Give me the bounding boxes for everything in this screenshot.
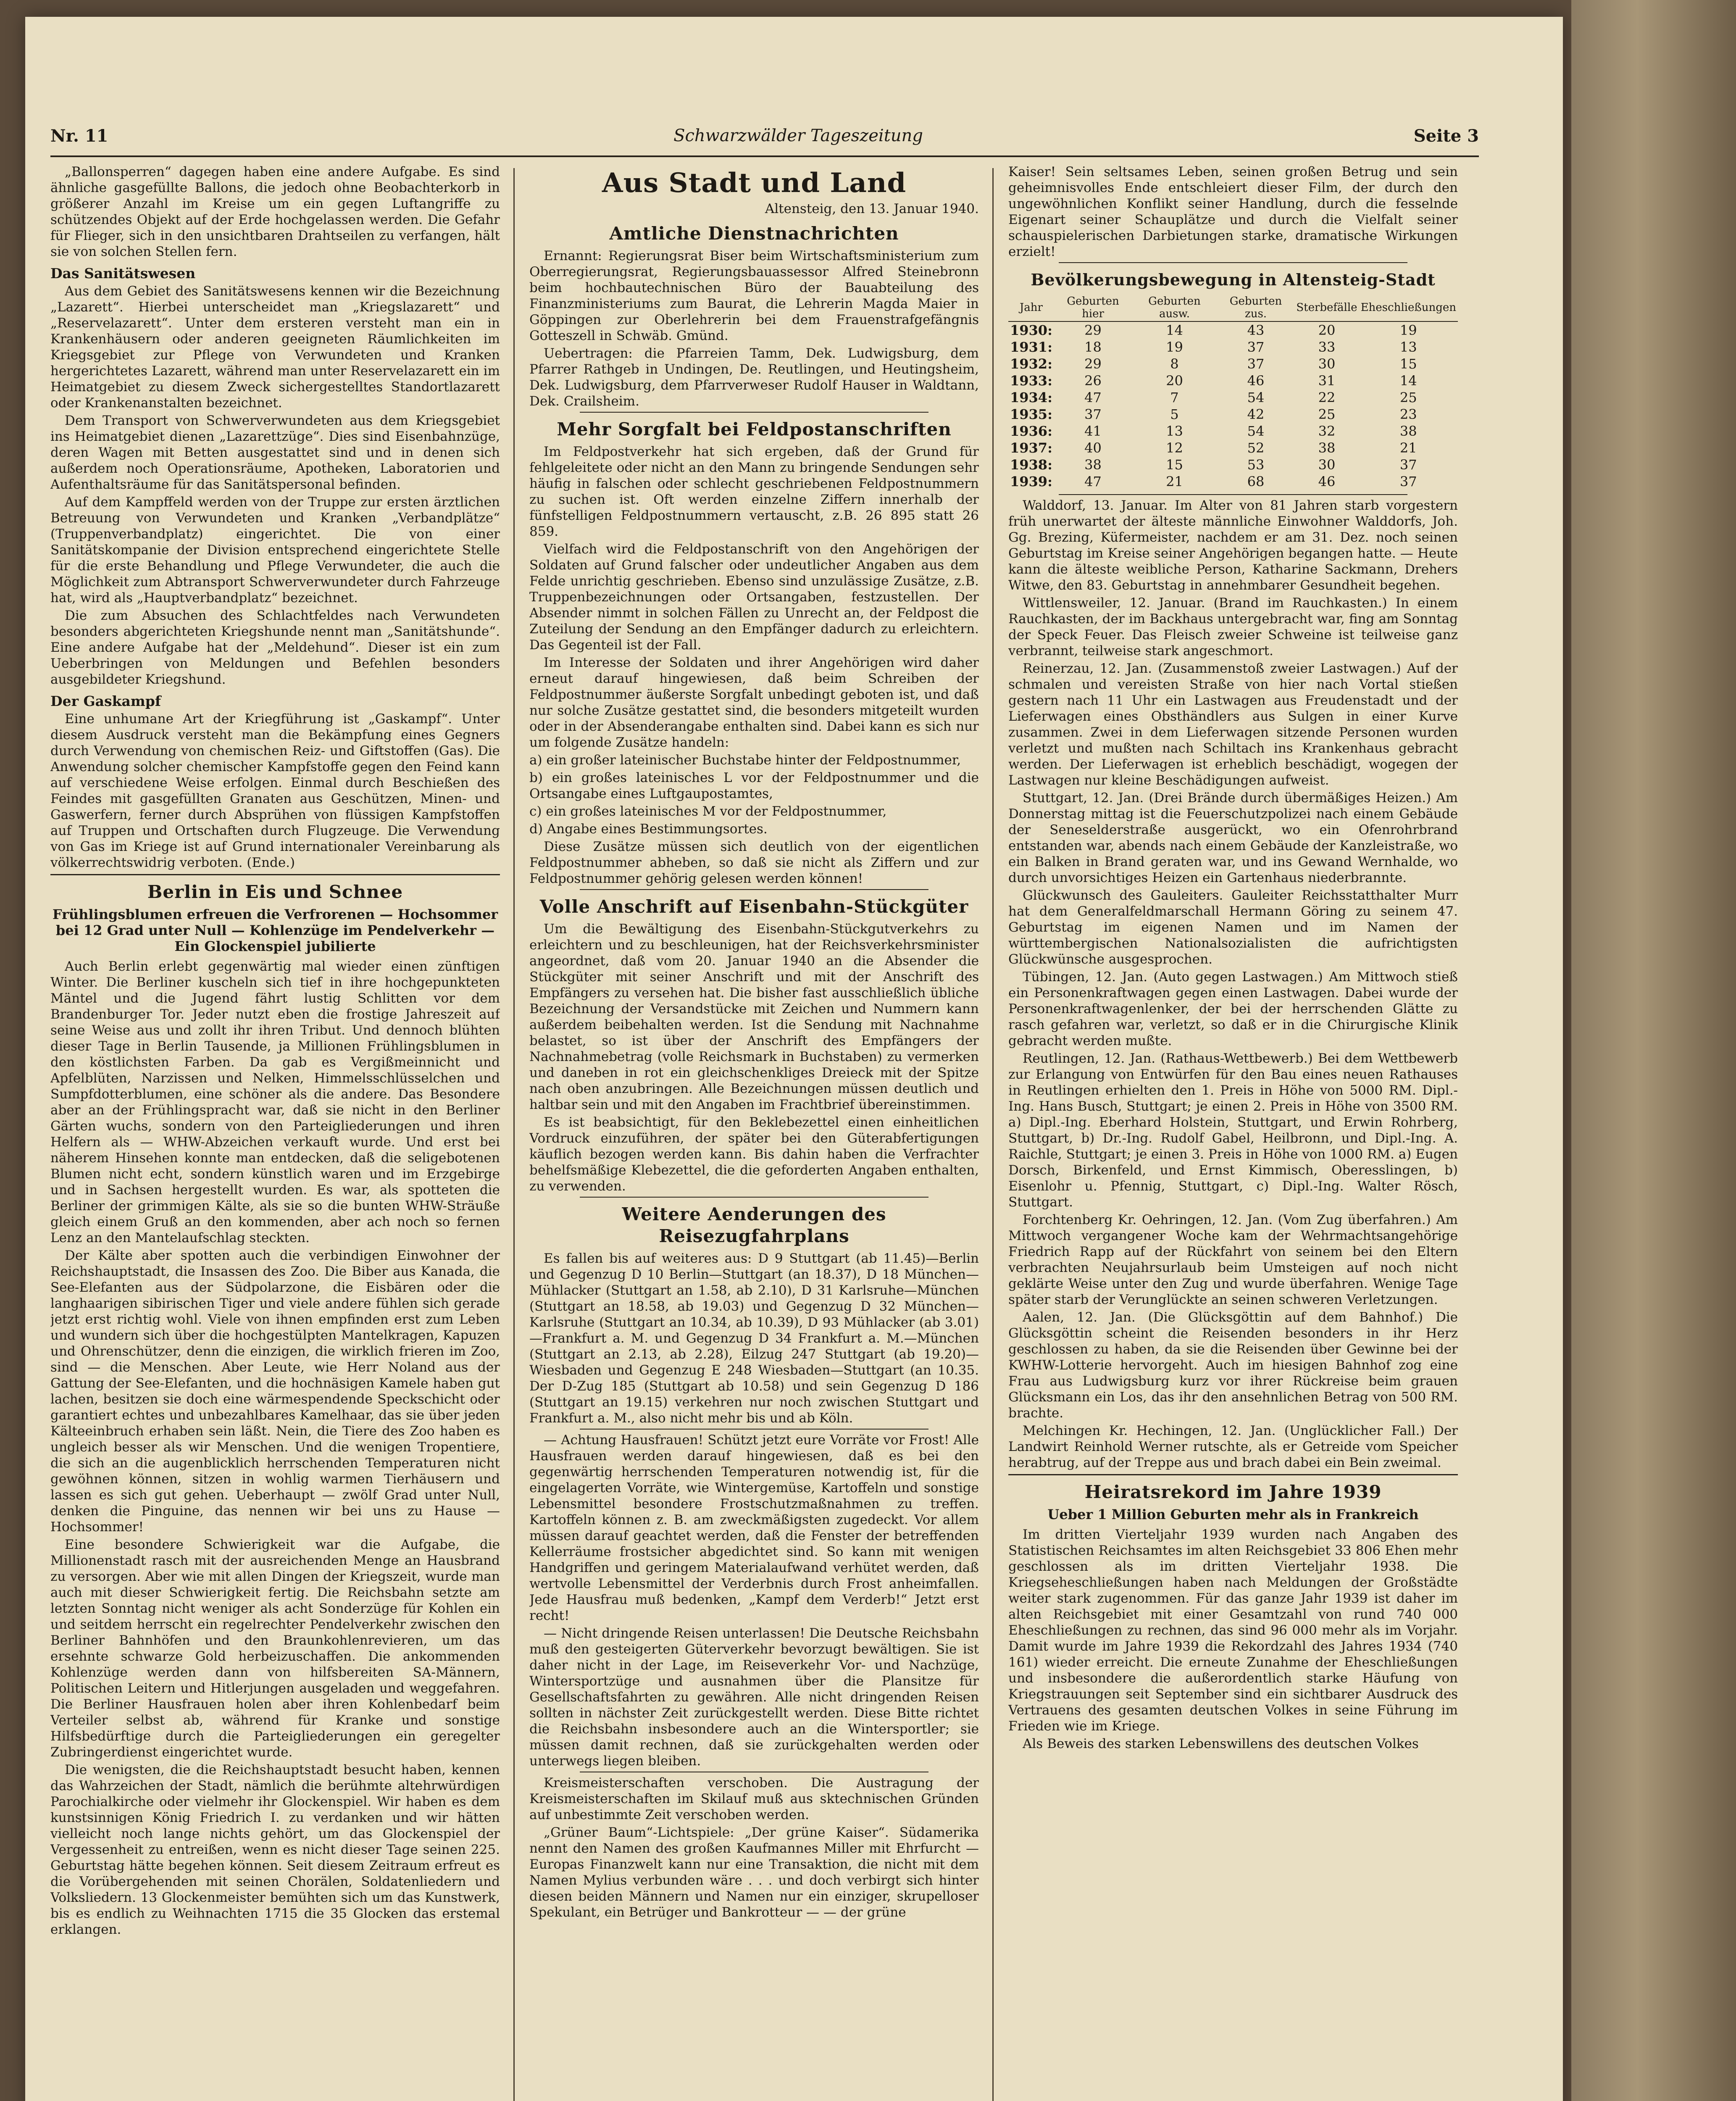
table-cell: 1935: [1010,406,1052,422]
table-row [1008,473,1458,490]
table-cell: 26 [1084,373,1102,389]
table-cell: 1934: [1010,390,1052,405]
list-item: a) ein großer lateinischer Buchstabe hinter der Feldpostnummer, [529,753,961,768]
list-item: b) ein großes lateinisches L vor der Feldpostnummer und die Ortsangabe eines Luftgaupostamtes, [529,770,979,801]
table-cell: 1930: [1010,322,1052,338]
article-paragraph: Melchingen Kr. Hechingen, 12. Jan. (Unglücklicher Fall.) Der Landwirt Reinhold Werner rutschte, als er Getreide vom Speicher herabtrug, auf der Treppe aus und brach dabei ein Bein zweimal. [1008,1423,1458,1470]
table-cell: 32 [1318,423,1336,439]
table-cell: 30 [1318,356,1336,372]
table-cell: 31 [1318,373,1336,389]
newspaper-title: Schwarzwälder Tageszeitung [673,126,923,145]
table-cell: 47 [1084,474,1102,490]
table-header: Sterbefälle [1294,294,1359,321]
dateline: Altensteig, den 13. Januar 1940. [765,201,979,216]
article-paragraph: Walddorf, 13. Januar. Im Alter von 81 Jahren starb vorgestern früh unerwartet der älteste männliche Einwohner Walddorfs, Joh. Gg. Brezing, Küfermeister, nachdem er am 31. Dez. noch seinen Geburtstag im Kreise seiner Angehörigen begangen hatte. — Heute kann die älteste weibliche Person, Katharine Sackmann, Drehers Witwe, den 83. Geburtstag in annehmbarer Gesundheit begehen. [1008,498,1458,593]
table-cell: 25 [1318,406,1336,422]
article-paragraph: Stuttgart, 12. Jan. (Drei Brände durch übermäßiges Heizen.) Am Donnerstag mittag ist die Feuerschutzpolizei nach einem Gebäude der Seneselderstraße ausgerückt, wo ein Ofenrohrbrand entstanden war, abends nach einem Gebäude der Kanzleistraße, wo ein Balken in Brand geraten war, und ins Gewand Wernhalde, wo durch unvorsichtiges Heizen ein Gartenhaus niederbrannte. [1008,790,1458,885]
page-number: Seite 3 [1413,126,1479,146]
table-cell: 22 [1318,390,1336,405]
article-paragraph: Auf dem Kampffeld werden von der Truppe zur ersten ärztlichen Betreuung von Verwundeten und Kranken „Verbandplätze“ (Truppenverbandplatz) eingerichtet. Die von einer Sanitätskompanie der Division entsprechend eingerichtete Stelle für die erste Behandlung und Pflege Verwundeter, die auch die Möglichkeit zum Abtransport Schwerverwundeter durch Fahrzeuge hat, wird als „Hauptverbandplatz“ bezeichnet. [50,495,500,606]
table-cell: 1936: [1010,423,1052,439]
table-cell: 38 [1318,440,1336,456]
table-header: Geburten zus. [1217,294,1295,321]
table-cell: 7 [1170,390,1179,405]
article-paragraph: Vielfach wird die Feldpostanschrift von den Angehörigen der Soldaten auf Grund falscher oder undeutlicher Angaben aus dem Felde unrichtig geschrieben. Ebenso sind unzulässige Zusätze, z.B. Truppenbezeichnungen oder Ortsangaben, festzustellen. Der Absender nimmt in solchen Fällen zu Unrecht an, der Feldpost die Zuteilung der Sendung an den Empfänger dadurch zu erleichtern. Das Gegenteil ist der Fall. [529,542,979,653]
article-rule [1008,1474,1458,1475]
table-cell: 5 [1170,406,1179,422]
list-item: d) Angabe eines Bestimmungsortes. [529,821,768,837]
table-cell: 37 [1399,457,1417,473]
article-paragraph: Die zum Absuchen des Schlachtfeldes nach Verwundeten besonders abgerichteten Kriegshunde nennt man „Sanitätshunde“. Eine andere Aufgabe hat der „Meldehund“. Dieser ist ein zum Ueberbringen von Meldungen und Befehlen besonders ausgebildeter Kriegshund. [50,608,500,687]
table-cell: 30 [1318,457,1336,473]
table-row [1008,423,1458,440]
section-heading: Der Gaskampf [50,693,161,709]
population-table [1008,294,1458,490]
article-paragraph: Es fallen bis auf weiteres aus: D 9 Stuttgart (ab 11.45)—Berlin und Gegenzug D 10 Berlin—Stuttgart (an 18.37), D 18 München—Mühlacker (Stuttgart an 1.58, ab 2.10), D 31 Karlsruhe—München (Stuttgart an 18.58, ab 19.03) und Gegenzug D 32 München—Karlsruhe (Stuttgart an 10.34, ab 10.39), D 93 Mühlacker (ab 3.01)—Frankfurt a. M. und Gegenzug D 34 Frankfurt a. M.—München (Stuttgart an 2.13, ab 2.28), Eilzug 247 Stuttgart (ab 19.20)—Wiesbaden und Gegenzug E 248 Wiesbaden—Stuttgart (an 10.35. Der D-Zug 185 (Stuttgart ab 10.58) und sein Gegenzug D 186 (Stuttgart an 19.15) verkehren nur noch zwischen Stuttgart und Frankfurt a. M., also nicht mehr bis und ab Köln. [529,1251,979,1426]
column-2 [529,164,979,2101]
table-cell: 14 [1166,322,1183,338]
column-divider [513,168,515,2101]
table-cell: 19 [1166,339,1183,355]
article-paragraph: „Ballonsperren“ dagegen haben eine andere Aufgabe. Es sind ähnliche gasgefüllte Ballons, die jedoch ohne Beobachterkorb in größerer Anzahl im Kreise um ein gegen Luftangriffe zu schützendes Objekt auf der Erde hochgelassen werden. Die Gefahr für Flieger, sich in den unsichtbaren Drahtseilen zu verfangen, hält sie von solchen Stellen fern. [50,164,500,259]
section-title: Aus Stadt und Land [602,167,907,199]
article-rule [1059,262,1407,263]
article-paragraph: Auch Berlin erlebt gegenwärtig mal wieder einen zünftigen Winter. Die Berliner kuscheln sich tief in ihre hochgepunkteten Mäntel und die Jugend fährt lustig Schlitten vor dem Brandenburger Tor. Jeder nutzt eben die frostige Jahreszeit auf seine Weise aus und zollt ihr ihren Tribut. Und dennoch blühten dieser Tage in Berlin Tausende, ja Millionen Frühlingsblumen in den köstlichsten Farben. Da gab es Vergißmeinnicht und Apfelblüten, Narzissen und Nelken, Himmelsschlüsselchen und Sumpfdotterblumen, eine schöner als die andere. Das Besondere aber an der Frühlingspracht war, daß sie nicht in den Berliner Gärten wuchs, sondern von den Parteigliederungen und ihren Helfern als — WHW-Abzeichen verkauft wurde. Und erst bei näherem Hinsehen konnte man entdecken, daß die seligebotenen Blumen nicht echt, sondern künstlich waren und im Erzgebirge und in Sachsen hergestellt wurden. Es war, als spotteten die Berliner der grimmigen Kälte, als sie so die bunten WHW-Sträuße gleich einem Gruß an den kommenden, aber ach noch so fernen Lenz an den Mantelaufschlag steckten. [50,959,500,1245]
table-cell: 52 [1247,440,1265,456]
table-cell: 46 [1247,373,1265,389]
table-cell: 40 [1084,440,1102,456]
article-headline: Mehr Sorgfalt bei Feldpostanschriften [557,419,952,440]
table-row [1008,389,1458,406]
article-paragraph: Die wenigsten, die die Reichshauptstadt besucht haben, kennen das Wahrzeichen der Stadt, nämlich die berühmte altehrwürdigen Parochialkirche oder vielmehr ihr Glockenspiel. Wir haben es dem kunstsinnigen König Friedrich I. zu verdanken und wir hätten vielleicht noch lange nichts gehört, um das Glockenspiel der Vergessenheit zu entreißen, wenn es nicht dieser Tage seinen 225. Geburtstag hätte begehen können. Seit diesem Zeitraum erfreut es die Vorübergehenden mit seinen Chorälen, Soldatenliedern und Volksliedern. 13 Glockenmeister bemühten sich um das Kunstwerk, bis es endlich zu Weihnachten 1715 die 35 Glocken das erstemal erklangen. [50,1762,500,1937]
table-cell: 46 [1318,474,1336,490]
article-paragraph: „Grüner Baum“-Lichtspiele: „Der grüne Kaiser“. Südamerika nennt den Namen des großen Kaufmannes Miller mit Ehrfurcht — Europas Finanzwelt kann nur eine Transaktion, die nicht mit dem Namen Mylius verbunden wäre . . . und doch verbirgt sich hinter diesen beiden Männern und Namen nur ein einziger, skrupelloser Spekulant, ein Betrüger und Bankrotteur — — der grüne [529,1825,979,1920]
article-paragraph: Im dritten Vierteljahr 1939 wurden nach Angaben des Statistischen Reichsamtes im alten Reichsgebiet 33 806 Ehen mehr geschlossen als im dritten Vierteljahr 1938. Die Kriegseheschließungen haben nach Meldungen der Großstädte weiter stark zugenommen. Für das ganze Jahr 1939 ist daher im alten Reichsgebiet mit einer Gesamtzahl von rund 740 000 Eheschließungen zu rechnen, das sind 96 000 mehr als im Vorjahr. Damit wurde im Jahre 1939 die Rekordzahl des Jahres 1934 (740 161) wieder erreicht. Die erneute Zunahme der Eheschließungen und insbesondere die außerordentlich starke Häufung von Kriegstrauungen seit September sind ein sichtbarer Ausdruck des Vertrauens des gesamten deutschen Volkes in seine Führung im Frieden wie im Kriege. [1008,1527,1458,1734]
table-header: Geburten ausw. [1132,294,1217,321]
issue-number: Nr. 11 [50,126,108,146]
table-row [1008,321,1458,339]
article-paragraph: — Achtung Hausfrauen! Schützt jetzt eure Vorräte vor Frost! Alle Hausfrauen werden darauf hingewiesen, daß es bei den gegenwärtig herrschenden Temperaturen notwendig ist, für die eingelagerten Vorräte, wie Wintergemüse, Kartoffeln und sonstige Lebensmittel besondere Frostschutzmaßnahmen zu treffen. Kartoffeln können z. B. am zweckmäßigsten zugedeckt. Vor allem müssen darauf geachtet werden, daß die Fenster der betreffenden Kellerräume frostsicher abgedichtet sind. So kann mit wenigen Handgriffen und geringem Materialaufwand verhütet werden, daß wertvolle Lebensmittel der Verderbnis durch Frost anheimfallen. Jede Hausfrau muß bedenken, „Kampf dem Verderb!“ Jetzt erst recht! [529,1432,979,1623]
article-paragraph: Reutlingen, 12. Jan. (Rathaus-Wettbewerb.) Bei dem Wettbewerb zur Erlangung von Entwürfen für den Bau eines neuen Rathauses in Reutlingen erhielten den 1. Preis in Höhe von 5000 RM. Dipl.-Ing. Hans Busch, Stuttgart; je einen 2. Preis in Höhe von 3500 RM. a) Dipl.-Ing. Eberhard Holstein, Stuttgart, und Erwin Rohrberg, Stuttgart, b) Dr.-Ing. Rudolf Gabel, Heilbronn, und Dipl.-Ing. A. Raichle, Stuttgart; je einen 3. Preis in Höhe von 1000 RM. a) Eugen Dorsch, Birkenfeld, und Ernst Kimmisch, Oberesslingen, b) Eisenlohr u. Pfennig, Stuttgart, c) Dipl.-Ing. Walter Rösch, Stuttgart. [1008,1051,1458,1210]
table-cell: 37 [1247,339,1265,355]
article-paragraph: Eine unhumane Art der Kriegführung ist „Gaskampf“. Unter diesem Ausdruck versteht man die Bekämpfung eines Gegners durch Verwendung von chemischen Reiz- und Giftstoffen (Gas). Die Anwendung solcher chemischer Kampfstoffe gegen den Feind kann auf verschiedene Weise erfolgen. Einmal durch Beschießen des Feindes mit gasgefüllten Granaten aus Geschützen, Minen- und Gaswerfern, ferner durch Absprühen von flüssigen Kampfstoffen auf Truppen und Ortschaften durch Flugzeuge. Die Verwendung von Gas im Kriege ist auf Grund internationaler Vereinbarung als völkerrechtswidrig verboten. (Ende.) [50,711,500,870]
table-cell: 14 [1399,373,1417,389]
article-paragraph: Forchtenberg Kr. Oehringen, 12. Jan. (Vom Zug überfahren.) Am Mittwoch vergangener Woche kam der Wehrmachtsangehörige Friedrich Rapp auf der Rückfahrt von seinem bei den Eltern verbrachten Neujahrsurlaub beim Umsteigen auf noch nicht geklärte Weise unter den Zug und wurde überfahren. Wenige Tage später starb der Verunglückte an seinen schweren Verletzungen. [1008,1212,1458,1307]
article-paragraph: Kaiser! Sein seltsames Leben, seinen großen Betrug und sein geheimnisvolles Ende entschleiert dieser Film, der durch den ungewöhnlichen Konflikt seiner Handlung, durch die fesselnde Eigenart seiner Schauplätze und durch die Vielfalt seiner schauspielerischen Darbietungen starke, dramatische Wirkungen erzielt! [1008,164,1458,259]
article-paragraph: Glückwunsch des Gauleiters. Gauleiter Reichsstatthalter Murr hat dem Generalfeldmarschall Hermann Göring zu seinem 47. Geburtstag im eigenen Namen und im Namen der württembergischen Nationalsozialisten die aufrichtigsten Glückwünsche ausgesprochen. [1008,888,1458,967]
article-headline: Bevölkerungsbewegung in Altensteig-Stadt [1031,270,1436,289]
table-cell: 29 [1084,356,1102,372]
article-rule [580,1197,928,1198]
column-1 [50,164,500,2101]
table-cell: 15 [1166,457,1183,473]
article-paragraph: Im Feldpostverkehr hat sich ergeben, daß der Grund für fehlgeleitete oder nicht an den Mann zu bringende Sendungen sehr häufig in falschen oder schlecht geschriebenen Feldpostnummern zu suchen ist. Oft werden einzelne Ziffern innerhalb der fünfstelligen Feldpostnummern vertauscht, z.B. 26 895 statt 26 859. [529,444,979,539]
table-row [1008,355,1458,372]
book-binding [1571,0,1736,2101]
article-rule [1059,494,1407,495]
table-cell: 54 [1247,390,1265,405]
article-paragraph: Als Beweis des starken Lebenswillens des deutschen Volkes [1023,1736,1419,1751]
table-cell: 21 [1166,474,1183,490]
article-paragraph: Um die Bewältigung des Eisenbahn-Stückgutverkehrs zu erleichtern und zu beschleunigen, hat der Reichsverkehrsminister angeordnet, daß vom 20. Januar 1940 an die Absender die Stückgüter mit seiner Anschrift und mit der Anschrift des Empfängers zu versehen hat. Die bisher fast ausschließlich übliche Bezeichnung der Versandstücke mit Zeichen und Nummern kann außerdem beibehalten werden. Ist die Sendung mit Nachnahme belastet, so ist über der Anschrift des Empfängers der Nachnahmebetrag (volle Reichsmark in Buchstaben) zu vermerken und daneben in rot ein gleichschenkliges Dreieck mit der Spitze nach oben anzubringen. Alle Bezeichnungen müssen deutlich und haltbar sein und mit den Angaben im Frachtbrief übereinstimmen. [529,921,979,1112]
article-paragraph: Tübingen, 12. Jan. (Auto gegen Lastwagen.) Am Mittwoch stieß ein Personenkraftwagen gegen einen Lastwagen. Dabei wurde der Personenkraftwagenlenker, der bei der herrschenden Glätte zu rasch gefahren war, verletzt, so daß er in die Chirurgische Klinik gebracht werden mußte. [1008,969,1458,1048]
article-rule [50,874,500,875]
table-row [1008,372,1458,389]
article-deck: Frühlingsblumen erfreuen die Verfrorenen — Hochsommer bei 12 Grad unter Null — Kohlenzüge im Pendelverkehr — Ein Glockenspiel jubilierte [52,906,498,954]
article-paragraph: Aalen, 12. Jan. (Die Glücksgöttin auf dem Bahnhof.) Die Glücksgöttin scheint die Reisenden besonders in ihr Herz geschlossen zu haben, da sie die Reisenden über Gewinne bei der KWHW-Lotterie hervorgeht. Auch im hiesigen Bahnhof zog eine Frau aus Ludwigsburg kurz vor ihrer Rückreise beim grauen Glücksmann ein Los, das ihr den ansehnlichen Betrag von 500 RM. brachte. [1008,1310,1458,1421]
table-cell: 20 [1166,373,1183,389]
table-cell: 21 [1399,440,1417,456]
table-cell: 43 [1247,322,1265,338]
table-cell: 38 [1084,457,1102,473]
article-rule [580,889,928,890]
article-paragraph: Im Interesse der Soldaten und ihrer Angehörigen wird daher erneut darauf hingewiesen, daß beim Schreiben der Feldpostnummer äußerste Sorgfalt unbedingt geboten ist, und daß nur solche Zusätze gestattet sind, die besonders mitgeteilt wurden oder in der Absenderangabe enthalten sind. Dabei kann es sich nur um folgende Zusätze handeln: [529,655,979,750]
article-rule [580,412,928,413]
article-paragraph: Aus dem Gebiet des Sanitätswesens kennen wir die Bezeichnung „Lazarett“. Hierbei unterscheidet man „Kriegslazarett“ und „Reservelazarett“. Unter dem ersteren versteht man ein in Krankenhäusern oder anderen geeigneten Räumlichkeiten im Kriegsgebiet zur Pflege von Verwundeten und Kranken hergerichtetes Lazarett, während man unter Reservelazarett ein im Heimatgebiet zu diesem Zweck sichergestelltes Standortlazarett oder Krankenanstalten bezeichnet. [50,284,500,411]
table-row [1008,406,1458,423]
article-paragraph: Dem Transport von Schwerverwundeten aus dem Kriegsgebiet ins Heimatgebiet dienen „Lazarettzüge“. Dies sind Eisenbahnzüge, deren Wagen mit Betten ausgestattet sind und in denen sich außerdem noch Operationsräume, Apotheken, Laboratorien und Aufenthaltsräume für das Sanitätspersonal befinden. [50,413,500,492]
header-rule [50,155,1479,157]
table-cell: 1933: [1010,373,1052,389]
table-cell: 42 [1247,406,1265,422]
table-row [1008,440,1458,456]
table-header: Eheschließungen [1359,294,1458,321]
table-cell: 41 [1084,423,1102,439]
table-row [1008,339,1458,355]
table-cell: 68 [1247,474,1265,490]
column-divider [992,168,994,2101]
table-row [1008,456,1458,473]
article-deck: Ueber 1 Million Geburten mehr als in Frankreich [1047,1506,1419,1522]
article-headline: Heiratsrekord im Jahre 1939 [1084,1482,1382,1502]
table-cell: 25 [1399,390,1417,405]
page-header [50,113,1479,151]
article-headline: Weitere Aenderungen des Reisezugfahrplans [622,1204,886,1246]
article-paragraph: Uebertragen: die Pfarreien Tamm, Dek. Ludwigsburg, dem Pfarrer Rathgeb in Undingen, De. Reutlingen, und Heutingsheim, Dek. Ludwigsburg, dem Pfarrverweser Rudolf Hauser in Waldtann, Dek. Crailsheim. [529,346,979,409]
article-paragraph: Es ist beabsichtigt, für den Beklebezettel einen einheitlichen Vordruck einzuführen, der später bei den Güterabfertigungen käuflich bezogen werden kann. Bis dahin haben die Verfrachter behelfsmäßige Klebezettel, die die geforderten Angaben enthalten, zu verwenden. [529,1115,979,1194]
article-paragraph: Kreismeisterschaften verschoben. Die Austragung der Kreismeisterschaften im Skilauf muß aus sktechnischen Gründen auf unbestimmte Zeit verschoben werden. [529,1775,979,1822]
table-cell: 1938: [1010,457,1052,473]
article-paragraph: Reinerzau, 12. Jan. (Zusammenstoß zweier Lastwagen.) Auf der schmalen und vereisten Straße von hier nach Vortal stießen gestern nach 11 Uhr ein Lastwagen aus Freudenstadt und der Lieferwagen eines Obsthändlers aus Sulgen in einer Kurve zusammen. Zwei in dem Lieferwagen sitzende Personen wurden verletzt und mußten nach Schiltach ins Krankenhaus gebracht werden. Der Lieferwagen ist erheblich beschädigt, wogegen der Lastwagen nur kleine Beschädigungen aufweist. [1008,661,1458,788]
table-cell: 38 [1399,423,1417,439]
table-cell: 19 [1399,322,1417,338]
table-cell: 18 [1084,339,1102,355]
table-cell: 1939: [1010,474,1052,490]
table-cell: 15 [1399,356,1417,372]
article-paragraph: Der Kälte aber spotten auch die verbindigen Einwohner der Reichshauptstadt, die Insassen des Zoo. Die Biber aus Kanada, die See-Elefanten aus der Südpolarzone, die Eisbären oder die langhaarigen sibirischen Tiger und viele andere fühlen sich gerade jetzt erst richtig wohl. Viele von ihnen empfinden erst zum Leben und wundern sich über die hochgestülpten Mantelkragen, Kapuzen und Ohrenschützer, denn die einzigen, die wirklich frieren im Zoo, sind — die Menschen. Aber Leute, wie Herr Noland aus der Gattung der See-Elefanten, und die hochnäsigen Kamele haben gut lachen, besitzen sie doch eine wärmespendende Speckschicht oder garantiert echtes und unbezahlbares Kamelhaar, das sie über jeden Kälteeinbruch erhaben sein läßt. Nein, die Tiere des Zoo haben es ungleich besser als wir Menschen. Und die wenigen Tropentiere, die sich an die augenblicklich herrschenden Temperaturen nicht gewöhnen können, sitzen in wohlig warmen Tierhäusern und lassen es sich gut gehen. Ueberhaupt — zwölf Grad unter Null, denken die Pinguine, das nennen wir bei uns zu Hause — Hochsommer! [50,1248,500,1535]
list-item: c) ein großes lateinisches M vor der Feldpostnummer, [529,804,887,819]
table-cell: 29 [1084,322,1102,338]
article-paragraph: Eine besondere Schwierigkeit war die Aufgabe, die Millionenstadt rasch mit der ausreichenden Menge an Hausbrand zu versorgen. Aber wie mit allen Dingen der Kriegszeit, wurde man auch mit dieser Schwierigkeit fertig. Die Reichsbahn setzte am letzten Sonntag nicht weniger als acht Sonderzüge für Kohlen ein und seitdem herrscht ein regelrechter Pendelverkehr zwischen den Berliner Bahnhöfen und den Braunkohlenrevieren, um das ersehnte schwarze Gold herbeizuschaffen. Die ankommenden Kohlenzüge werden dann von hilfsbereiten SA-Männern, Politischen Leitern und Hitlerjungen ausgeladen und weggefahren. Die Berliner Hausfrauen holen aber ihren Kohlenbedarf beim Verteiler selbst ab, während für Kranke und sonstige Hilfsbedürftige durch die Parteigliederungen ein geregelter Zubringerdienst eingerichtet wurde. [50,1537,500,1760]
table-cell: 37 [1399,474,1417,490]
table-cell: 33 [1318,339,1336,355]
table-header: Geburten hier [1054,294,1132,321]
table-cell: 1931: [1010,339,1052,355]
table-cell: 13 [1399,339,1417,355]
table-cell: 12 [1166,440,1183,456]
article-paragraph: — Nicht dringende Reisen unterlassen! Die Deutsche Reichsbahn muß den gesteigerten Güterverkehr bevorzugt bewältigen. Sie ist daher nicht in der Lage, im Reiseverkehr Vor- und Nachzüge, Wintersportzüge und ausnahmen über die Plansitze für Gesellschaftsfahrten zu gewähren. Alle nicht dringenden Reisen sollten in nächster Zeit zurückgestellt werden. Diese Bitte richtet die Reichsbahn insbesondere auch an die Wintersportler; sie müssen damit rechnen, daß sie zurückgehalten werden oder unterwegs liegen bleiben. [529,1626,979,1769]
article-paragraph: Wittlensweiler, 12. Januar. (Brand im Rauchkasten.) In einem Rauchkasten, der im Backhaus untergebracht war, fing am Sonntag der Speck Feuer. Das Fleisch zweier Schweine ist teilweise ganz verbrannt, teilweise stark angeschmort. [1008,595,1458,658]
article-paragraph: Diese Zusätze müssen sich deutlich von der eigentlichen Feldpostnummer abheben, so daß sie nicht als Ziffern und zur Feldpostnummer gehörig gelesen werden können! [529,839,979,886]
table-cell: 47 [1084,390,1102,405]
table-cell: 1932: [1010,356,1052,372]
table-header: Jahr [1008,294,1054,321]
article-headline: Berlin in Eis und Schnee [147,882,403,902]
article-rule [580,1429,928,1430]
table-cell: 20 [1318,322,1336,338]
table-cell: 37 [1247,356,1265,372]
table-cell: 37 [1084,406,1102,422]
table-cell: 8 [1170,356,1179,372]
article-headline: Amtliche Dienstnachrichten [609,223,899,244]
table-cell: 53 [1247,457,1265,473]
section-heading: Das Sanitätswesen [50,265,196,282]
table-cell: 1937: [1010,440,1052,456]
table-cell: 13 [1166,423,1183,439]
table-cell: 23 [1399,406,1417,422]
column-3 [1008,164,1458,2101]
article-paragraph: Ernannt: Regierungsrat Biser beim Wirtschaftsministerium zum Oberregierungsrat, Regierungsbauassessor Alfred Steinebronn beim hochbautechnischen Büro der Bauabteilung des Finanzministeriums zum Baurat, die Lehrerin Magda Maier in Göppingen zur Oberlehrerin bei dem Frauenstrafgefängnis Gotteszell in Schwäb. Gmünd. [529,248,979,343]
table-cell: 54 [1247,423,1265,439]
article-headline: Volle Anschrift auf Eisenbahn-Stückgüter [539,896,969,917]
